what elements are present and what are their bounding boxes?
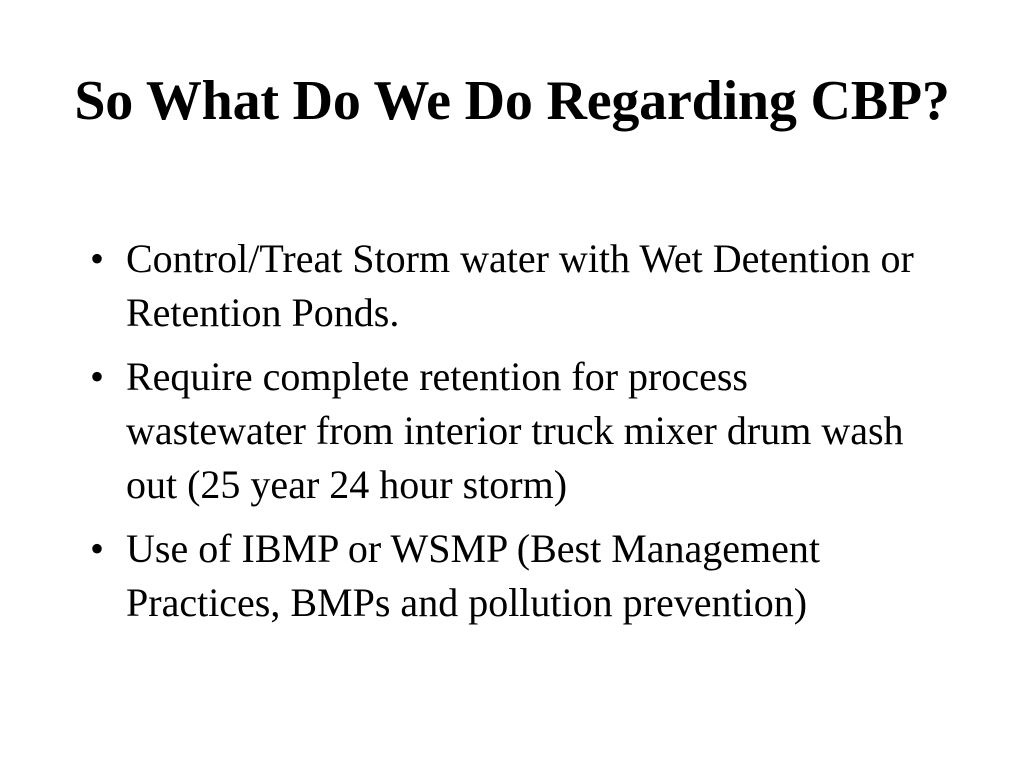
slide-title: So What Do We Do Regarding CBP? xyxy=(74,70,950,132)
bullet-item-storm-water xyxy=(84,232,934,340)
bullet-dot-icon: • xyxy=(90,354,105,399)
bullet-item-bmp xyxy=(84,522,934,630)
bullet-dot-icon: • xyxy=(90,236,105,281)
bullet-text: Require complete retention for process wastewater from interior truck mixer drum wash out (25 year 24 hour storm) xyxy=(126,354,904,507)
bullet-item-retention xyxy=(84,350,934,512)
bullet-list xyxy=(84,232,934,640)
bullet-text: Use of IBMP or WSMP (Best Management Practices, BMPs and pollution prevention) xyxy=(126,526,821,625)
bullet-dot-icon: • xyxy=(90,526,105,571)
bullet-text: Control/Treat Storm water with Wet Detention or Retention Ponds. xyxy=(126,236,914,335)
